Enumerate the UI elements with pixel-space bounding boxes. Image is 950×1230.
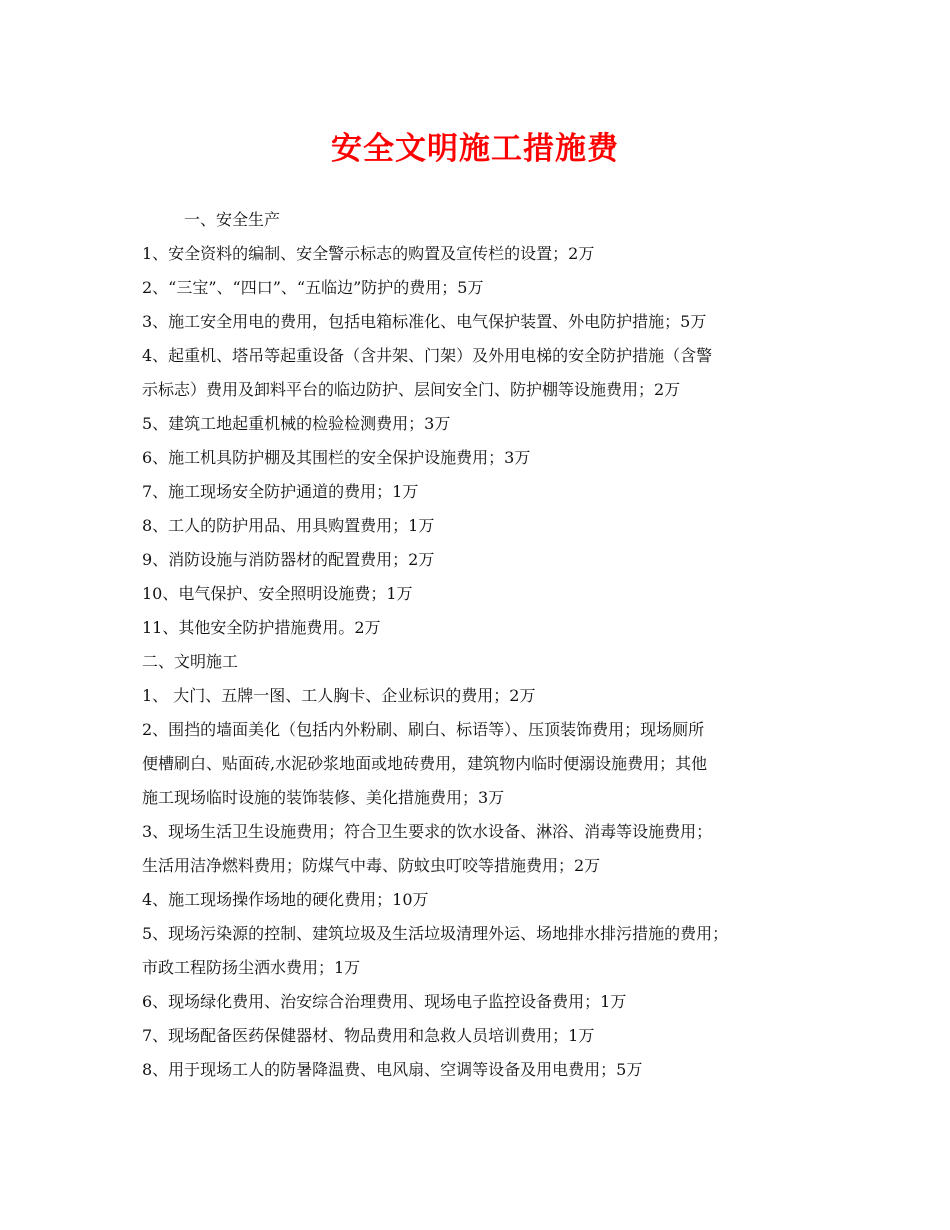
list-item: 10、电气保护、安全照明设施费；1万 <box>142 584 413 603</box>
list-item-continuation: 市政工程防扬尘洒水费用；1万 <box>142 958 361 977</box>
list-item: 2、“三宝”、“四口”、“五临边”防护的费用；5万 <box>142 278 484 297</box>
list-item: 4、施工现场操作场地的硬化费用；10万 <box>142 890 429 909</box>
section-heading-civilized: 二、文明施工 <box>142 652 239 671</box>
list-item-continuation: 示标志）费用及卸料平台的临边防护、层间安全门、防护棚等设施费用；2万 <box>142 380 681 399</box>
list-item-continuation: 便槽刷白、贴面砖,水泥砂浆地面或地砖费用，建筑物内临时便溺设施费用；其他 <box>142 754 708 773</box>
list-item: 1、安全资料的编制、安全警示标志的购置及宣传栏的设置；2万 <box>142 244 595 263</box>
list-item-continuation: 施工现场临时设施的装饰装修、美化措施费用；3万 <box>142 788 505 807</box>
list-item: 5、建筑工地起重机械的检验检测费用；3万 <box>142 414 451 433</box>
list-item: 2、围挡的墙面美化（包括内外粉刷、刷白、标语等）、压顶装饰费用；现场厕所 <box>142 720 705 739</box>
document-body <box>142 203 842 1087</box>
list-item: 6、施工机具防护棚及其围栏的安全保护设施费用；3万 <box>142 448 531 467</box>
list-item: 7、施工现场安全防护通道的费用；1万 <box>142 482 419 501</box>
list-item: 8、用于现场工人的防暑降温费、电风扇、空调等设备及用电费用；5万 <box>142 1060 643 1079</box>
list-item: 11、其他安全防护措施费用。2万 <box>142 618 381 637</box>
document-title: 安全文明施工措施费 <box>331 131 619 167</box>
list-item-continuation: 生活用洁净燃料费用；防煤气中毒、防蚊虫叮咬等措施费用；2万 <box>142 856 601 875</box>
list-item: 3、施工安全用电的费用，包括电箱标准化、电气保护装置、外电防护措施；5万 <box>142 312 707 331</box>
list-item: 8、工人的防护用品、用具购置费用；1万 <box>142 516 435 535</box>
section-heading-safety: 一、安全生产 <box>184 210 281 229</box>
list-item: 6、现场绿化费用、治安综合治理费用、现场电子监控设备费用；1万 <box>142 992 627 1011</box>
list-item: 4、起重机、塔吊等起重设备（含井架、门架）及外用电梯的安全防护措施（含警 <box>142 346 713 365</box>
list-item: 7、现场配备医药保健器材、物品费用和急救人员培训费用；1万 <box>142 1026 595 1045</box>
list-item: 5、现场污染源的控制、建筑垃圾及生活垃圾清理外运、场地排水排污措施的费用； <box>142 924 729 943</box>
list-item: 1、 大门、五牌一图、工人胸卡、企业标识的费用；2万 <box>142 686 536 705</box>
list-item: 3、现场生活卫生设施费用；符合卫生要求的饮水设备、淋浴、消毒等设施费用； <box>142 822 713 841</box>
list-item: 9、消防设施与消防器材的配置费用；2万 <box>142 550 435 569</box>
